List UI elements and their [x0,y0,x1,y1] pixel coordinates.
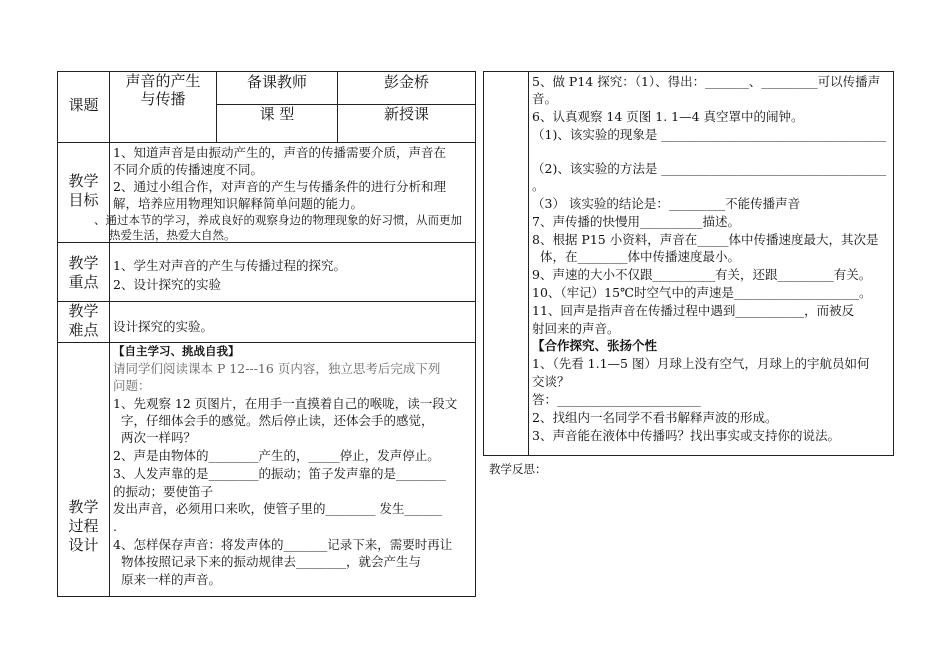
process-line: 字，仔细体会手的感觉。然后停止读，还体会手的感觉， [121,413,434,428]
right-line: 交谈？ [532,374,570,389]
key-label-2: 重点 [68,273,99,291]
right-line: 11、回声是指声音在传播过程中遇到___________，而被反 [532,303,855,318]
goal-label-1: 教学 [68,172,99,190]
process-line: 1、先观察 12 页图片，在用手一直摸着自己的喉咙，读一段文 [113,396,458,411]
right-line: 10、（牢记）15℃时空气中的声速是____________________。 [532,285,872,300]
process-line: 物体按照记录下来的振动规律去________，就会产生与 [121,554,422,569]
process-line: 的振动；要使笛子 [113,484,214,499]
right-line: 5、做 P14 探究：（1）、得出：_______、_________可以传播声 [532,74,881,89]
diff-label-2: 难点 [68,321,99,339]
process-label-cell [57,342,110,597]
goal-line: 解，培养应用物理知识解释简单问题的能力。 [113,196,364,211]
topic-line-2: 与传播 [140,90,186,108]
right-line: （1)、该实验的现象是 ____________________________________ [532,127,887,142]
process-heading: 【自主学习、挑战自我】 [113,344,240,358]
right-line: 答：_______________________ [532,392,701,407]
process-line: 两次一样吗？ [121,430,197,445]
diff-text: 设计探究的实验。 [113,319,214,334]
process-line: . [113,519,117,534]
reflection-label: 教学反思： [489,462,547,476]
right-line: 3、声音能在液体中传播吗？找出事实或支持你的说法。 [532,428,840,443]
right-line: 9、声速的大小不仅跟__________有关，还跟_________有关。 [532,267,872,282]
process-line: 4、怎样保存声音：将发声体的_______记录下来，需要时再让 [113,537,453,552]
key-label-1: 教学 [68,254,99,272]
right-line: 体，在________体中传播速度最小。 [540,249,741,264]
diff-label-1: 教学 [68,302,99,320]
goal-line: 1、知道声音是由振动产生的，声音的传播需要介质，声音在 [113,145,446,160]
right-line: 2、找组内一名同学不看书解释声波的形成。 [532,410,778,425]
right-line: 。 [532,178,545,193]
process-label-3: 设计 [68,536,99,554]
process-line: 2、声是由物体的________产生的，_____停止，发声停止。 [113,448,440,463]
right-section-heading: 【合作探究、张扬个性 [532,338,658,353]
right-line: 射回来的声音。 [532,321,620,336]
goal-line: 不同介质的传播速度不同。 [113,162,264,177]
right-line: 7、声传播的快慢用__________描述。 [532,214,740,229]
goal-line: 2、通过小组合作，对声音的产生与传播条件的进行分析和理 [113,179,446,194]
right-line: （3） 该实验的结论是：_________不能传播声音 [532,196,801,211]
teacher-name: 彭金桥 [383,73,429,91]
topic-line-1: 声音的产生 [125,72,201,90]
teacher-label: 备课教师 [246,73,307,91]
key-line: 2、设计探究的实验 [113,277,221,292]
goal-line: 热爱生活，热爱大自然。 [109,228,236,242]
right-line: 1、（先看 1.1—5 图）月球上没有空气，月球上的宇航员如何 [532,356,870,371]
process-line: 3、人发声靠的是________的振动；笛子发声靠的是________ [113,466,446,481]
goal-line: 、通过本节的学习，养成良好的观察身边的物理现象的好习惯，从而更加 [94,213,462,227]
right-label-cell [483,71,529,456]
keti-label: 课题 [68,96,99,114]
type-label: 课 型 [259,105,295,123]
right-line: 6、认真观察 14 页图 1. 1—4 真空罩中的闹钟。 [532,109,804,124]
goal-label-2: 目标 [68,191,99,209]
type-value: 新授课 [383,105,429,123]
right-line: 音。 [532,91,558,106]
process-line: 发出声音，必须用口来吹，使管子里的________ 发生______ [113,501,442,516]
process-line: 问题： [113,378,151,393]
process-label-2: 过程 [68,517,99,535]
right-line: 8、根据 P15 小资料，声音在_____体中传播速度最大，其次是 [532,232,879,247]
process-line: 原来一样的声音。 [121,572,222,587]
process-label-1: 教学 [68,498,99,516]
process-line: 请同学们阅读课本 P 12---16 页内容，独立思考后完成下列 [113,361,441,376]
key-line: 1、学生对声音的产生与传播过程的探究。 [113,258,346,273]
right-line: （2)、该实验的方法是 ____________________________________ [532,161,887,176]
